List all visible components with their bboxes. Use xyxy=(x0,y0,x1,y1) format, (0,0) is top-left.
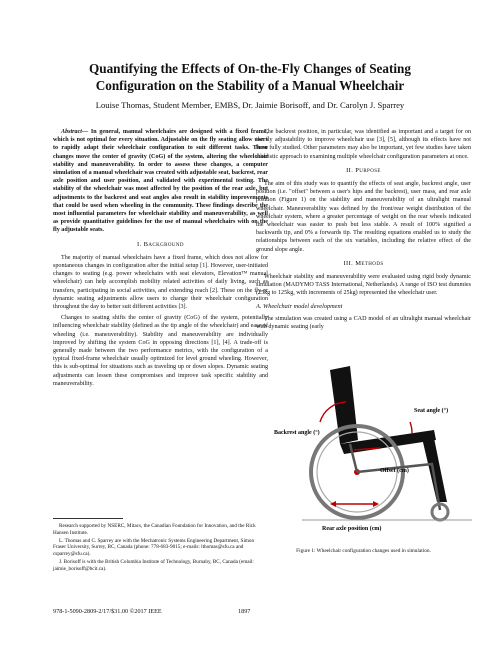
page-number: 1897 xyxy=(238,608,251,615)
title-line-1: Quantifying the Effects of On-the-Fly Changes of Seating xyxy=(89,61,411,76)
paragraph: The majority of manual wheelchairs have a fixed frame, which does not allow for spontaneous changes in configuration after the initial setup [1]. However, user-initiated changes to seating (e.g. power wheelchairs with seat elevators, Elevation™ manual wheelchair) can help accomplish mobility related activities of daily living, such as transfers, participating in social activities, and extending reach [2]. These on the fly or dynamic seating adjustments allow users to change their wheelchair configuration throughout the day to better suit different activities [3]. xyxy=(53,254,268,311)
author-list: Louise Thomas, Student Member, EMBS, Dr. Jaimie Borisoff, and Dr. Carolyn J. Sparrey xyxy=(95,100,405,110)
abstract-text: — In general, manual wheelchairs are designed with a fixed frame, which is not optimal for every situation. Adjustable on the fly seating allow users to rapidly adapt their wheelchair configuration to suit different tasks. These changes move the center of gravity (CoG) of the system, altering the wheelchair stability and maneuverability. In order to assess these changes, a computer simulation of a manual wheelchair was created with adjustable seat, backrest, rear axle position and user position, and validated with experimental testing. The stability of the wheelchair was most affected by the position of the rear axle, but adjustments to the backrest and seat angles also result in stability improvements that could be used when wheeling in the community. These findings describe the most influential parameters for wheelchair stability and maneuverability, as well as provide quantitative guidelines for the use of manual wheelchairs with on the fly adjustable seats. xyxy=(53,129,268,234)
paragraph: The backrest position, in particular, was identified as important and a target for on the fly adjustability to improve wheelchair use [3], [5], although its effects have not been fully studied. Other parameters may also be important, yet few studies have taken a holistic approach to examining multiple wheelchair configuration parameters at once. xyxy=(256,129,471,160)
paragraph: The simulation was created using a CAD model of an ultralight manual wheelchair with dynamic seating (early xyxy=(256,315,471,331)
subsection-heading: A. Wheelchair model development xyxy=(256,302,343,310)
figure-caption: Figure 1: Wheelchair configuration changes used in simulation. xyxy=(296,548,431,554)
seat-angle-arc xyxy=(410,422,412,434)
paragraph: The aim of this study was to quantify the effects of seat angle, backrest angle, user position (i.e. "offset" between a user's hips and the backrest), user mass, and rear axle position (Figure 1) on the stability and maneuverability of an ultralight manual wheelchair. Maneuverability was defined by the front/rear weight distribution of the wheelchair system, where a greater percentage of weight on the rear wheels indicated the wheelchair was easier to push but less stable. A result of 100% signified a backwards tip, and 0% a forwards tip. The resulting equations enabled us to study the relationships between each of the six variables, including the relative effect of the ground slope angle. xyxy=(256,181,471,253)
label-backrest-angle: Backrest angle (°) xyxy=(274,430,320,436)
wheelchair-figure xyxy=(262,352,477,542)
section-heading-purpose: II. Purpose xyxy=(346,166,381,174)
section-heading-methods: III. Methods xyxy=(343,259,384,267)
label-seat-angle: Seat angle (°) xyxy=(414,408,449,414)
footnote-divider xyxy=(53,518,123,519)
footnote: L. Thomas and C. Sparrey are with the Mechatronic Systems Engineering Department, Simon Fraser University, Surrey, BC, Canada (phone: 778-683-9015; e-mails: lthomas@sfu.ca and csparrey@sfu.ca). xyxy=(53,537,255,557)
title-line-2: Configuration on the Stability of a Manual Wheelchair xyxy=(95,78,405,93)
abstract-label: Abstract xyxy=(61,129,82,135)
paragraph: Wheelchair stability and maneuverability were evaluated using rigid body dynamic simulation (MADYMO TASS International, Netherlands). A range of ISO test dummies (25kg to 125kg, with increments of 25kg) represented the wheelchair user. xyxy=(256,274,471,297)
paper-title xyxy=(20,60,480,94)
label-rear-axle: Rear axle position (cm) xyxy=(322,526,382,532)
right-column xyxy=(256,128,471,334)
paragraph: Changes to seating shifts the center of gravity (CoG) of the system, potentially influencing wheelchair stability (defined as the tip angle of the wheelchair) and ease of wheeling (i.e. maneuverability). Stability and maneuverability are individually improved by shifting the system CoG in opposing directions [1], [4]. A trade-off is generally made between the two performance metrics, with the configuration of a typical fixed-frame wheelchair usually optimized for level ground wheeling. However, this is sub-optimal for situations such as traveling up or down slopes. Dynamic seating adjustments can lessen these compromises and improve task specific stability and maneuverability. xyxy=(53,315,268,387)
left-column xyxy=(53,128,268,391)
footnotes xyxy=(53,518,268,574)
label-offset: Offset (cm) xyxy=(380,468,409,474)
leg-shape xyxy=(422,438,447,502)
footnote: J. Borisoff is with the British Columbia Institute of Technology, Burnaby, BC, Canada (email: jaimie_borisoff@bcit.ca). xyxy=(53,558,254,572)
isbn-line: 978-1-5090-2809-2/17/$31.00 ©2017 IEEE xyxy=(53,608,162,615)
wheelchair-diagram xyxy=(262,352,477,542)
abstract xyxy=(53,128,268,235)
footnote: Research supported by NSERC, Mitacs, the Canadian Foundation for Innovation, and the Rick Hansen Institute. xyxy=(53,523,256,536)
section-heading-background: I. Background xyxy=(137,240,184,248)
